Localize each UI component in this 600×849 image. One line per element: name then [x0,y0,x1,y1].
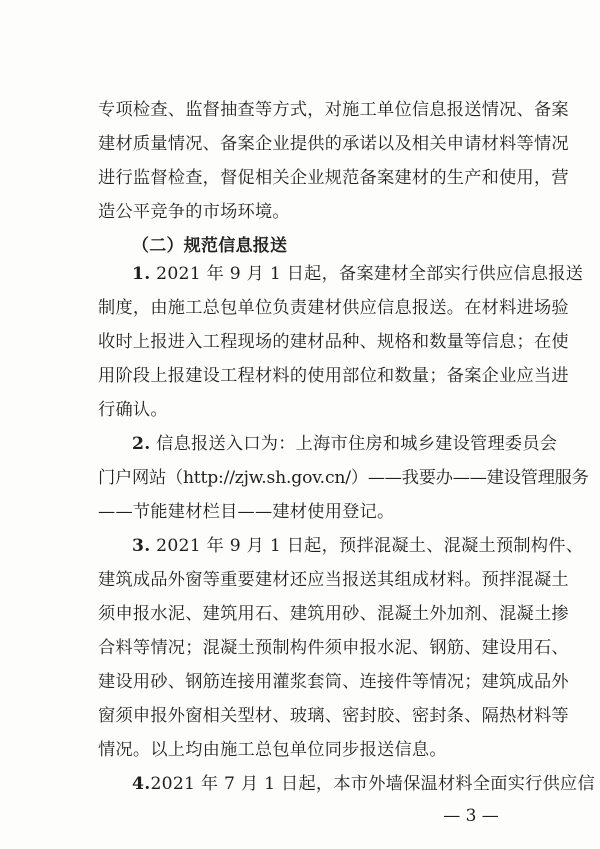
item-number: 4. [132,774,151,794]
paragraph-line: 制度，由施工总包单位负责建材供应信息报送。在材料进场验 [98,298,569,318]
section-heading: （二）规范信息报送 [132,236,288,256]
item-number: 2. [132,434,151,454]
item-2-line-1 [132,434,558,454]
paragraph-line: 行确认。 [98,400,168,420]
item-text: 2021 年 9 月 1 日起，备案建材全部实行供应信息报送 [150,264,584,284]
item-text: 2021 年 7 月 1 日起，本市外墙保温材料全面实行供应信 [150,774,595,794]
item-number: 1. [132,264,151,284]
paragraph-line: 收时上报进入工程现场的建材品种、规格和数量等信息；在使 [98,332,569,352]
paragraph-line: 合料等情况；混凝土预制构件须申报水泥、钢筋、建设用石、 [98,638,569,658]
item-3-line-1 [132,536,584,556]
paragraph-line: 造公平竞争的市场环境。 [98,202,290,222]
page-number: — 3 — [443,806,499,826]
item-text: 2021 年 9 月 1 日起，预拌混凝土、混凝土预制构件、 [150,536,584,556]
paragraph-line: 窗须申报外窗相关型材、玻璃、密封胶、密封条、隔热材料等 [98,706,569,726]
item-number: 3. [132,536,151,556]
paragraph-line-url: 门户网站（http://zjw.sh.gov.cn/）——我要办——建设管理服务 [98,468,589,488]
paragraph-line: 建筑成品外窗等重要建材还应当报送其组成材料。预拌混凝土 [98,570,569,590]
paragraph-line: 专项检查、监督抽查等方式，对施工单位信息报送情况、备案 [98,100,569,120]
item-text: 信息报送入口为：上海市住房和城乡建设管理委员会 [150,434,558,454]
paragraph-line: 须申报水泥、建筑用石、建筑用砂、混凝土外加剂、混凝土掺 [98,604,569,624]
paragraph-line: ——节能建材栏目——建材使用登记。 [98,502,395,522]
paragraph-line: 用阶段上报建设工程材料的使用部位和数量；备案企业应当进 [98,366,569,386]
item-1-line-1 [132,264,584,284]
paragraph-line: 建设用砂、钢筋连接用灌浆套筒、连接件等情况；建筑成品外 [98,672,569,692]
paragraph-line: 建材质量情况、备案企业提供的承诺以及相关申请材料等情况 [98,134,569,154]
item-4-line-1 [132,774,595,794]
paragraph-line: 情况。以上均由施工总包单位同步报送信息。 [98,740,447,760]
paragraph-line: 进行监督检查，督促相关企业规范备案建材的生产和使用，营 [98,168,569,188]
